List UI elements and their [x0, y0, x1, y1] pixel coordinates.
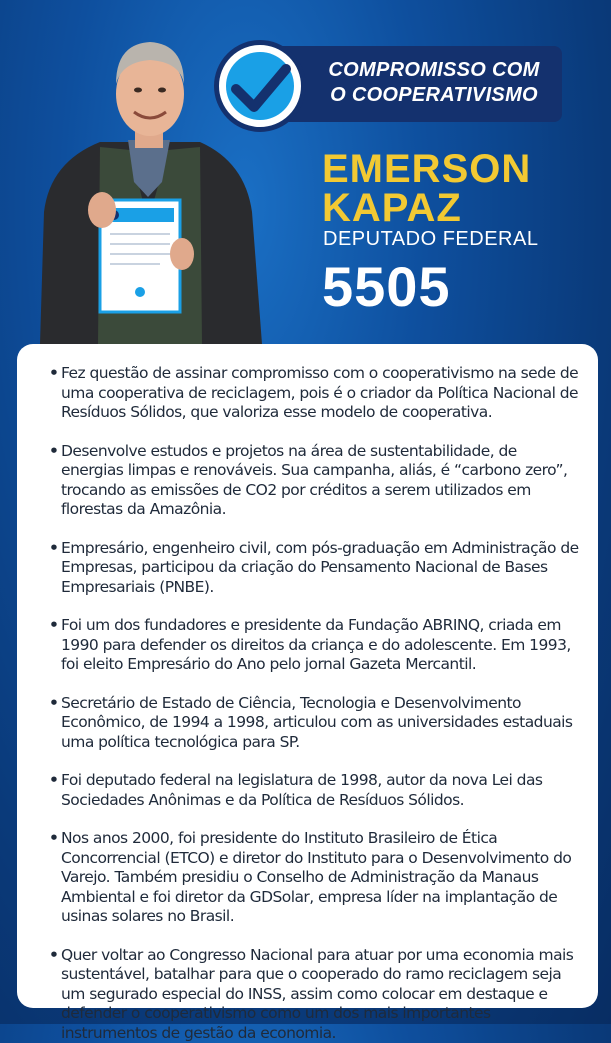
bullet-dot-icon: • — [49, 616, 58, 636]
list-item — [35, 771, 580, 810]
list-item — [35, 364, 580, 423]
bullet-text: Nos anos 2000, foi presidente do Instituto Brasileiro de Ética Concorrencial (ETCO) e diretor do Instituto para o Desenvolvimento do Varejo. Também presidiu o Conselho de Administração da Manaus Ambiental e foi diretor da GDSolar, empresa líder na implantação de usinas solares no Brasil. — [61, 829, 571, 925]
badge-line-1: COMPROMISSO COM — [314, 58, 554, 83]
candidate-number: 5505 — [322, 254, 602, 319]
candidate-role: DEPUTADO FEDERAL — [323, 228, 603, 251]
bullet-dot-icon: • — [49, 442, 58, 462]
bullet-dot-icon: • — [49, 829, 58, 849]
cooperativism-commitment-badge — [214, 40, 564, 128]
candidate-last-name: KAPAZ — [322, 189, 602, 228]
bullet-dot-icon: • — [49, 539, 58, 559]
badge-text — [314, 58, 554, 108]
bullet-dot-icon: • — [49, 364, 58, 384]
bullet-text: Fez questão de assinar compromisso com o cooperativismo na sede de uma cooperativa de reciclagem, pois é o criador da Política Nacional de Resíduos Sólidos, que valoriza esse modelo de cooperativa. — [61, 364, 578, 421]
list-item — [35, 946, 580, 1043]
bullet-dot-icon: • — [49, 694, 58, 714]
check-circle-icon — [214, 40, 306, 132]
bullet-text: Desenvolve estudos e projetos na área de sustentabilidade, de energias limpas e renováveis. Sua campanha, aliás, é “carbono zero”, trocando as emissões de CO2 por créditos a serem utilizados em florestas da Amazônia. — [61, 442, 567, 519]
list-item — [35, 829, 580, 927]
biography-list — [35, 364, 580, 1043]
bullet-dot-icon: • — [49, 946, 58, 966]
candidate-name — [322, 150, 602, 228]
list-item — [35, 616, 580, 675]
bullet-text: Quer voltar ao Congresso Nacional para atuar por uma economia mais sustentável, batalhar para que o cooperado do ramo reciclagem seja um segurado especial do INSS, assim como colocar em destaque e defender o cooperativismo como um dos mais importantes instrumentos de gestão da economia. — [61, 946, 573, 1042]
list-item — [35, 442, 580, 520]
bullet-dot-icon: • — [49, 771, 58, 791]
bullet-text: Foi um dos fundadores e presidente da Fundação ABRINQ, criada em 1990 para defender os direitos da criança e do adolescente. Em 1993, foi eleito Empresário do Ano pelo jornal Gazeta Mercantil. — [61, 616, 571, 673]
bullet-text: Foi deputado federal na legislatura de 1998, autor da nova Lei das Sociedades Anônimas e da Política de Resíduos Sólidos. — [61, 771, 542, 809]
list-item — [35, 694, 580, 753]
biography-card — [17, 344, 598, 1008]
list-item — [35, 539, 580, 598]
bullet-text: Secretário de Estado de Ciência, Tecnologia e Desenvolvimento Econômico, de 1994 a 1998, articulou com as universidades estaduais uma política tecnológica para SP. — [61, 694, 572, 751]
bullet-text: Empresário, engenheiro civil, com pós-graduação em Administração de Empresas, participou da criação do Pensamento Nacional de Bases Empresariais (PNBE). — [61, 539, 579, 596]
badge-line-2: O COOPERATIVISMO — [314, 83, 554, 108]
candidate-first-name: EMERSON — [322, 150, 602, 189]
